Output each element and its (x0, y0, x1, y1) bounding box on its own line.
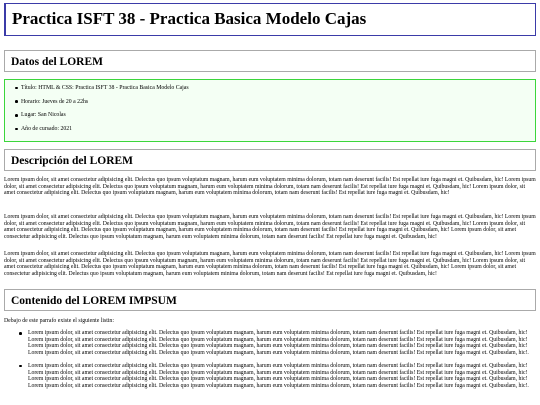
bullet-icon (19, 365, 22, 368)
datos-item-horario: Horario: Jueves de 20 a 22hs (15, 99, 189, 113)
list-item (28, 330, 532, 357)
descripcion-section-header (4, 149, 536, 171)
datos-item-lugar: Lugar: San Nicolas (15, 112, 189, 126)
contenido-section-header (4, 289, 536, 311)
descripcion-heading: Descripción del LOREM (11, 155, 134, 167)
contenido-list (28, 330, 532, 396)
datos-section-header (4, 50, 536, 72)
contenido-heading: Contenido del LOREM IMPSUM (11, 295, 177, 307)
list-item-text: Lorem ipsum dolor, sit amet consectetur adipisicing elit. Delectus quo ipsum voluptatum magnam, harum eum voluptatem minima dolorum, totam nam deserunt facilis! Est repellat iure fuga magni et. Quibusdam, hic! Lorem ipsum dolor, sit amet consectetur adipisicing elit. Delectus quo ipsum voluptatum magnam, harum eum voluptatem minima dolorum, totam nam deserunt facilis! Est repellat iure fuga magni et. Quibusdam, hic! Lorem ipsum dolor, sit amet consectetur adipisicing elit. Delectus quo ipsum voluptatum magnam, harum eum voluptatem minima dolorum, totam nam deserunt facilis! Est repellat iure fuga magni et. Quibusdam, hic! Lorem ipsum dolor, sit amet consectetur adipisicing elit. Delectus quo ipsum voluptatum magnam, harum eum voluptatem minima dolorum, totam nam deserunt facilis! Est repellat iure fuga magni et. Quibusdam, hic!. (28, 362, 529, 389)
datos-list (15, 85, 189, 140)
page-title: Practica ISFT 38 - Practica Basica Modelo Cajas (12, 9, 367, 28)
datos-heading: Datos del LOREM (11, 56, 103, 68)
list-item-text: Lorem ipsum dolor, sit amet consectetur adipisicing elit. Delectus quo ipsum voluptatum magnam, harum eum voluptatem minima dolorum, totam nam deserunt facilis! Est repellat iure fuga magni et. Quibusdam, hic! Lorem ipsum dolor, sit amet consectetur adipisicing elit. Delectus quo ipsum voluptatum magnam, harum eum voluptatem minima dolorum, totam nam deserunt facilis! Est repellat iure fuga magni et. Quibusdam, hic! Lorem ipsum dolor, sit amet consectetur adipisicing elit. Delectus quo ipsum voluptatum magnam, harum eum voluptatem minima dolorum, totam nam deserunt facilis! Est repellat iure fuga magni et. Quibusdam, hic! Lorem ipsum dolor, sit amet consectetur adipisicing elit. Delectus quo ipsum voluptatum magnam, harum eum voluptatem minima dolorum, totam nam deserunt facilis! Est repellat iure fuga magni et. Quibusdam, hic!. (28, 330, 529, 357)
descripcion-paragraph-2: Lorem ipsum dolor, sit amet consectetur adipisicing elit. Delectus quo ipsum voluptatum magnam, harum eum voluptatem minima dolorum, totam nam deserunt facilis! Est repellat iure fuga magni et. Quibusdam, hic! Lorem ipsum dolor, sit amet consectetur adipisicing elit. Delectus quo ipsum voluptatum magnam, harum eum voluptatem minima dolorum, totam nam deserunt facilis! Est repellat iure fuga magni et. Quibusdam, hic! Lorem ipsum dolor, sit amet consectetur adipisicing elit. Delectus quo ipsum voluptatum magnam, harum eum voluptatem minima dolorum, totam nam deserunt facilis! Est repellat iure fuga magni et. Quibusdam, hic! Lorem ipsum dolor, sit amet consectetur adipisicing elit. Delectus quo ipsum voluptatum magnam, harum eum voluptatem minima dolorum, totam nam deserunt facilis! Est repellat iure fuga magni et. Quibusdam, hic! (4, 214, 536, 241)
descripcion-paragraph-1: Lorem ipsum dolor, sit amet consectetur adipisicing elit. Delectus quo ipsum voluptatum magnam, harum eum voluptatem minima dolorum, totam nam deserunt facilis! Est repellat iure fuga magni et. Quibusdam, hic! Lorem ipsum dolor, sit amet consectetur adipisicing elit. Delectus quo ipsum voluptatum magnam, harum eum voluptatem minima dolorum, totam nam deserunt facilis! Est repellat iure fuga magni et. Quibusdam, hic! Lorem ipsum dolor, sit amet consectetur adipisicing elit. Delectus quo ipsum voluptatum magnam, harum eum voluptatem minima dolorum, totam nam deserunt facilis! Est repellat iure fuga magni et. Quibusdam, hic! (4, 177, 536, 197)
datos-item-titulo: Título: HTML & CSS: Practica ISFT 38 - Practica Basica Modelo Cajas (15, 85, 189, 99)
list-item (28, 363, 532, 390)
datos-info-box (4, 79, 536, 142)
page-header (4, 3, 536, 36)
contenido-intro: Debajo de este parrafo existe el siguiente listin: (4, 318, 114, 324)
datos-item-anio: Año de cursado: 2021 (15, 126, 189, 140)
descripcion-paragraph-3: Lorem ipsum dolor, sit amet consectetur adipisicing elit. Delectus quo ipsum voluptatum magnam, harum eum voluptatem minima dolorum, totam nam deserunt facilis! Est repellat iure fuga magni et. Quibusdam, hic! Lorem ipsum dolor, sit amet consectetur adipisicing elit. Delectus quo ipsum voluptatum magnam, harum eum voluptatem minima dolorum, totam nam deserunt facilis! Est repellat iure fuga magni et. Quibusdam, hic! Lorem ipsum dolor, sit amet consectetur adipisicing elit. Delectus quo ipsum voluptatum magnam, harum eum voluptatem minima dolorum, totam nam deserunt facilis! Est repellat iure fuga magni et. Quibusdam, hic! Lorem ipsum dolor, sit amet consectetur adipisicing elit. Delectus quo ipsum voluptatum magnam, harum eum voluptatem minima dolorum, totam nam deserunt facilis! Est repellat iure fuga magni et. Quibusdam, hic! (4, 251, 536, 278)
bullet-icon (19, 332, 22, 335)
